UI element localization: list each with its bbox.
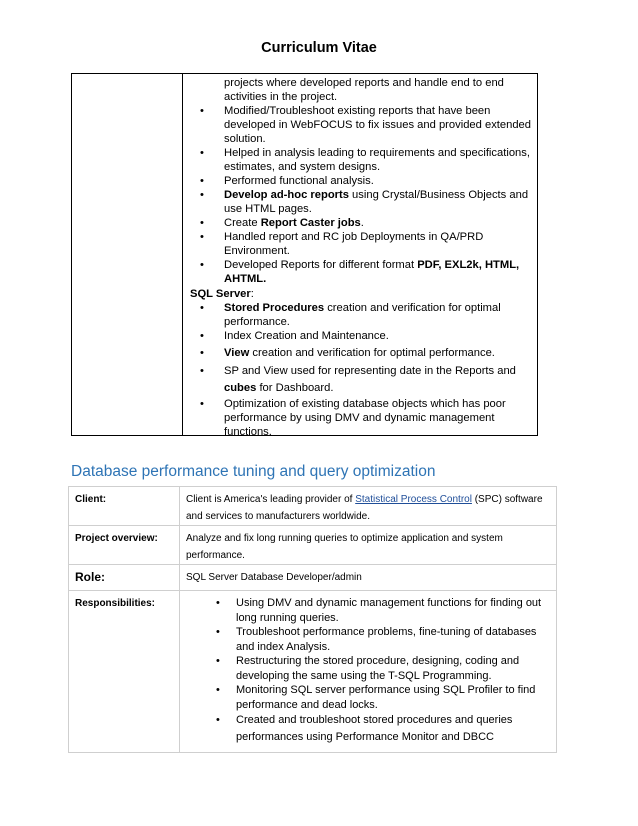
- list-item: • Stored Procedures creation and verification for optimal performance.: [184, 301, 534, 329]
- experience-table-continued: [71, 73, 538, 436]
- sql-server-list: [184, 301, 534, 439]
- table-row: [69, 565, 557, 591]
- list-item: • Helped in analysis leading to requirements and specifications, estimates, and system designs.: [184, 146, 534, 174]
- responsibilities-label: Responsibilities:: [69, 591, 180, 753]
- responsibilities-value: [180, 591, 557, 753]
- responsibilities-cell: [184, 76, 534, 439]
- list-item: • Index Creation and Maintenance.: [184, 329, 534, 343]
- page-title: Curriculum Vitae: [261, 40, 377, 56]
- list-item: • Create Report Caster jobs.: [184, 216, 534, 230]
- list-item: • View creation and verification for optimal performance.: [184, 346, 534, 360]
- list-item: • Develop ad-hoc reports using Crystal/Business Objects and use HTML pages.: [184, 188, 534, 216]
- overview-label: Project overview:: [69, 526, 180, 565]
- responsibility-list: [186, 596, 550, 746]
- continuation-text: projects where developed reports and handle end to end activities in the project.: [224, 77, 504, 103]
- spc-link[interactable]: Statistical Process Control: [355, 494, 472, 505]
- list-item: • Created and troubleshoot stored procedures and queries performances using Performance Monitor and DBCC: [186, 712, 550, 746]
- list-item: • Troubleshoot performance problems, fine-tuning of databases and index Analysis.: [186, 625, 550, 654]
- client-value: Client is America's leading provider of Statistical Process Control (SPC) software and services to manufacturers worldwide.: [180, 487, 557, 526]
- list-item: • Monitoring SQL server performance using SQL Profiler to find performance and dead locks.: [186, 683, 550, 712]
- overview-value: Analyze and fix long running queries to optimize application and system performance.: [180, 526, 557, 565]
- table-row: [69, 591, 557, 753]
- list-item: • SP and View used for representing date in the Reports and cubes for Dashboard.: [184, 363, 534, 397]
- table-row: [69, 526, 557, 565]
- role-label: Role:: [69, 565, 180, 591]
- column-divider: [182, 74, 183, 435]
- sql-server-heading: SQL Server:: [190, 288, 254, 300]
- list-item: • Performed functional analysis.: [184, 174, 534, 188]
- table-row: [69, 487, 557, 526]
- section-heading: Database performance tuning and query optimization: [71, 463, 436, 480]
- list-item: • Handled report and RC job Deployments in QA/PRD Environment.: [184, 230, 534, 258]
- list-item: • Optimization of existing database objects which has poor performance by using DMV and dynamic management functions.: [184, 397, 534, 439]
- list-item: • Using DMV and dynamic management functions for finding out long running queries.: [186, 596, 550, 625]
- responsibility-list: [184, 104, 534, 286]
- list-item: • Modified/Troubleshoot existing reports that have been developed in WebFOCUS to fix issues and provided extended solution.: [184, 104, 534, 146]
- list-item: • Restructuring the stored procedure, designing, coding and developing the same using the T-SQL Programming.: [186, 654, 550, 683]
- project-table: [68, 486, 557, 753]
- role-value: SQL Server Database Developer/admin: [180, 565, 557, 591]
- list-item: • Developed Reports for different format PDF, EXL2k, HTML, AHTML.: [184, 258, 534, 286]
- client-label: Client:: [69, 487, 180, 526]
